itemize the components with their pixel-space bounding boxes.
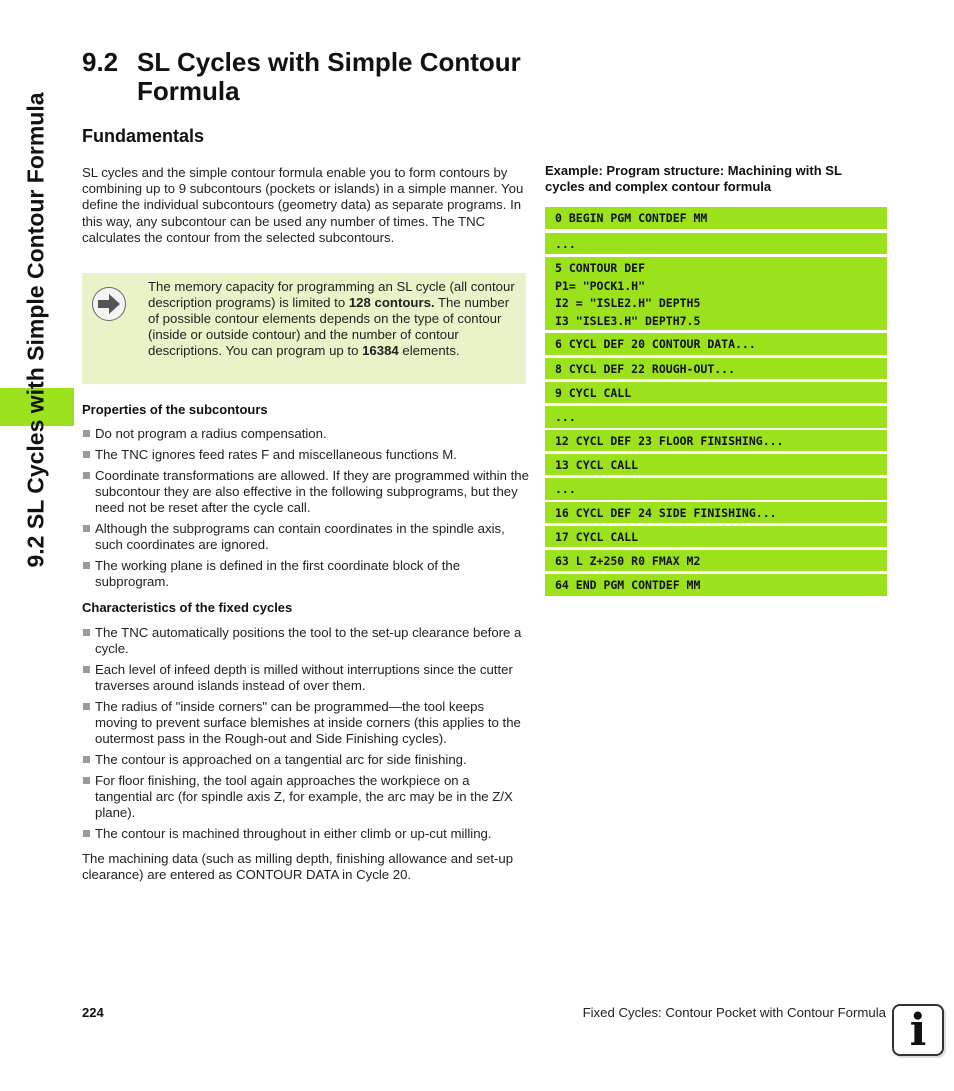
code-block: ... xyxy=(545,406,887,428)
properties-list xyxy=(82,426,530,590)
list-item: The working plane is defined in the first coordinate block of the subprogram. xyxy=(82,558,530,590)
code-block: 13 CYCL CALL xyxy=(545,454,887,475)
code-block: ... xyxy=(545,233,887,254)
page-number: 224 xyxy=(82,1005,104,1020)
example-title: Example: Program structure: Machining with SL cycles and complex contour formula xyxy=(545,163,842,194)
characteristics-heading: Characteristics of the fixed cycles xyxy=(82,600,293,615)
list-item: The radius of "inside corners" can be programmed—the tool keeps moving to prevent surface blemishes at inside corners (this applies to the outermost pass in the Rough-out and Side Finishing cycles). xyxy=(82,699,530,747)
list-item: Do not program a radius compensation. xyxy=(82,426,530,442)
arrow-right-icon xyxy=(92,287,126,321)
code-block: 17 CYCL CALL xyxy=(545,526,887,547)
list-item: Coordinate transformations are allowed. If they are programmed within the subcontour they are also effective in the following subprograms, but they need not be reset after the cycle call. xyxy=(82,468,530,516)
intro-paragraph: SL cycles and the simple contour formula enable you to form contours by combining up to 9 subcontours (pockets or islands) in a simple manner. You define the individual subcontours (geometry data) as separate programs. In this way, any subcontour can be used any number of times. The TNC calculates the contour from the selected subcontours. xyxy=(82,165,524,245)
code-block: 64 END PGM CONTDEF MM xyxy=(545,574,887,596)
side-chapter-title: 9.2 SL Cycles with Simple Contour Formula xyxy=(22,92,49,568)
list-item: The TNC ignores feed rates F and miscellaneous functions M. xyxy=(82,447,530,463)
properties-heading: Properties of the subcontours xyxy=(82,402,268,417)
code-block: ... xyxy=(545,478,887,500)
code-block: 9 CYCL CALL xyxy=(545,382,887,403)
code-block: 12 CYCL DEF 23 FLOOR FINISHING... xyxy=(545,430,887,451)
list-item: Each level of infeed depth is milled without interruptions since the cutter traverses around islands instead of over them. xyxy=(82,662,530,694)
characteristics-list xyxy=(82,625,530,842)
note-text: The memory capacity for programming an SL cycle (all contour description programs) is limited to 128 contours. The number of possible contour elements depends on the type of contour (inside or outside contour) and the number of contour descriptions. You can program up to 16384 elements. xyxy=(148,279,515,358)
code-block: 0 BEGIN PGM CONTDEF MM xyxy=(545,207,887,229)
fundamentals-heading: Fundamentals xyxy=(82,126,205,146)
section-title: SL Cycles with Simple Contour Formula xyxy=(137,47,521,106)
info-icon: i xyxy=(892,1004,944,1056)
list-item: The contour is approached on a tangential arc for side finishing. xyxy=(82,752,530,768)
list-item: The TNC automatically positions the tool to the set-up clearance before a cycle. xyxy=(82,625,530,657)
code-block: 63 L Z+250 R0 FMAX M2 xyxy=(545,550,887,571)
code-block: 8 CYCL DEF 22 ROUGH-OUT... xyxy=(545,358,887,379)
note-box xyxy=(82,273,526,384)
list-item: For floor finishing, the tool again approaches the workpiece on a tangential arc (for spindle axis Z, for example, the arc may be in the Z/X plane). xyxy=(82,773,530,821)
list-item: Although the subprograms can contain coordinates in the spindle axis, such coordinates are ignored. xyxy=(82,521,530,553)
list-item: The contour is machined throughout in either climb or up-cut milling. xyxy=(82,826,530,842)
code-block: 5 CONTOUR DEF P1= "POCK1.H" I2 = "ISLE2.H" DEPTH5 I3 "ISLE3.H" DEPTH7.5 xyxy=(545,257,887,330)
footer-chapter-title: Fixed Cycles: Contour Pocket with Contour Formula xyxy=(582,1005,886,1020)
code-block: 6 CYCL DEF 20 CONTOUR DATA... xyxy=(545,333,887,355)
code-block: 16 CYCL DEF 24 SIDE FINISHING... xyxy=(545,502,887,523)
section-number: 9.2 xyxy=(82,47,119,77)
closing-paragraph: The machining data (such as milling depth, finishing allowance and set-up clearance) are entered as CONTOUR DATA in Cycle 20. xyxy=(82,851,514,883)
